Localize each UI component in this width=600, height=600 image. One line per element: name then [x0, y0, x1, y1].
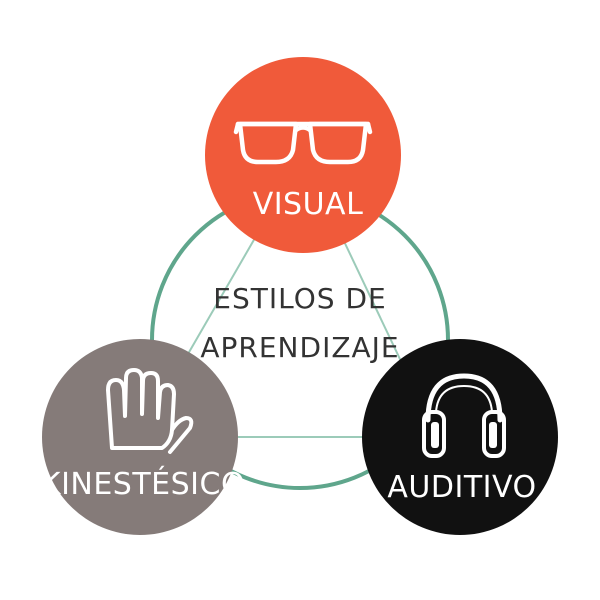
- node-auditivo-label: AUDITIVO: [387, 470, 537, 505]
- node-auditivo-circle: [362, 339, 558, 535]
- node-kinestesico-label: KINESTÉSICO: [40, 467, 246, 502]
- center-title-line1: ESTILOS DE: [213, 282, 387, 315]
- node-auditivo: [362, 339, 558, 535]
- center-title-line2: APRENDIZAJE: [200, 331, 400, 364]
- node-kinestesico: [41, 339, 245, 535]
- node-kinestesico-circle: [42, 339, 238, 535]
- node-visual-circle: [205, 57, 401, 253]
- node-visual: [205, 57, 401, 253]
- node-visual-label: VISUAL: [252, 187, 364, 222]
